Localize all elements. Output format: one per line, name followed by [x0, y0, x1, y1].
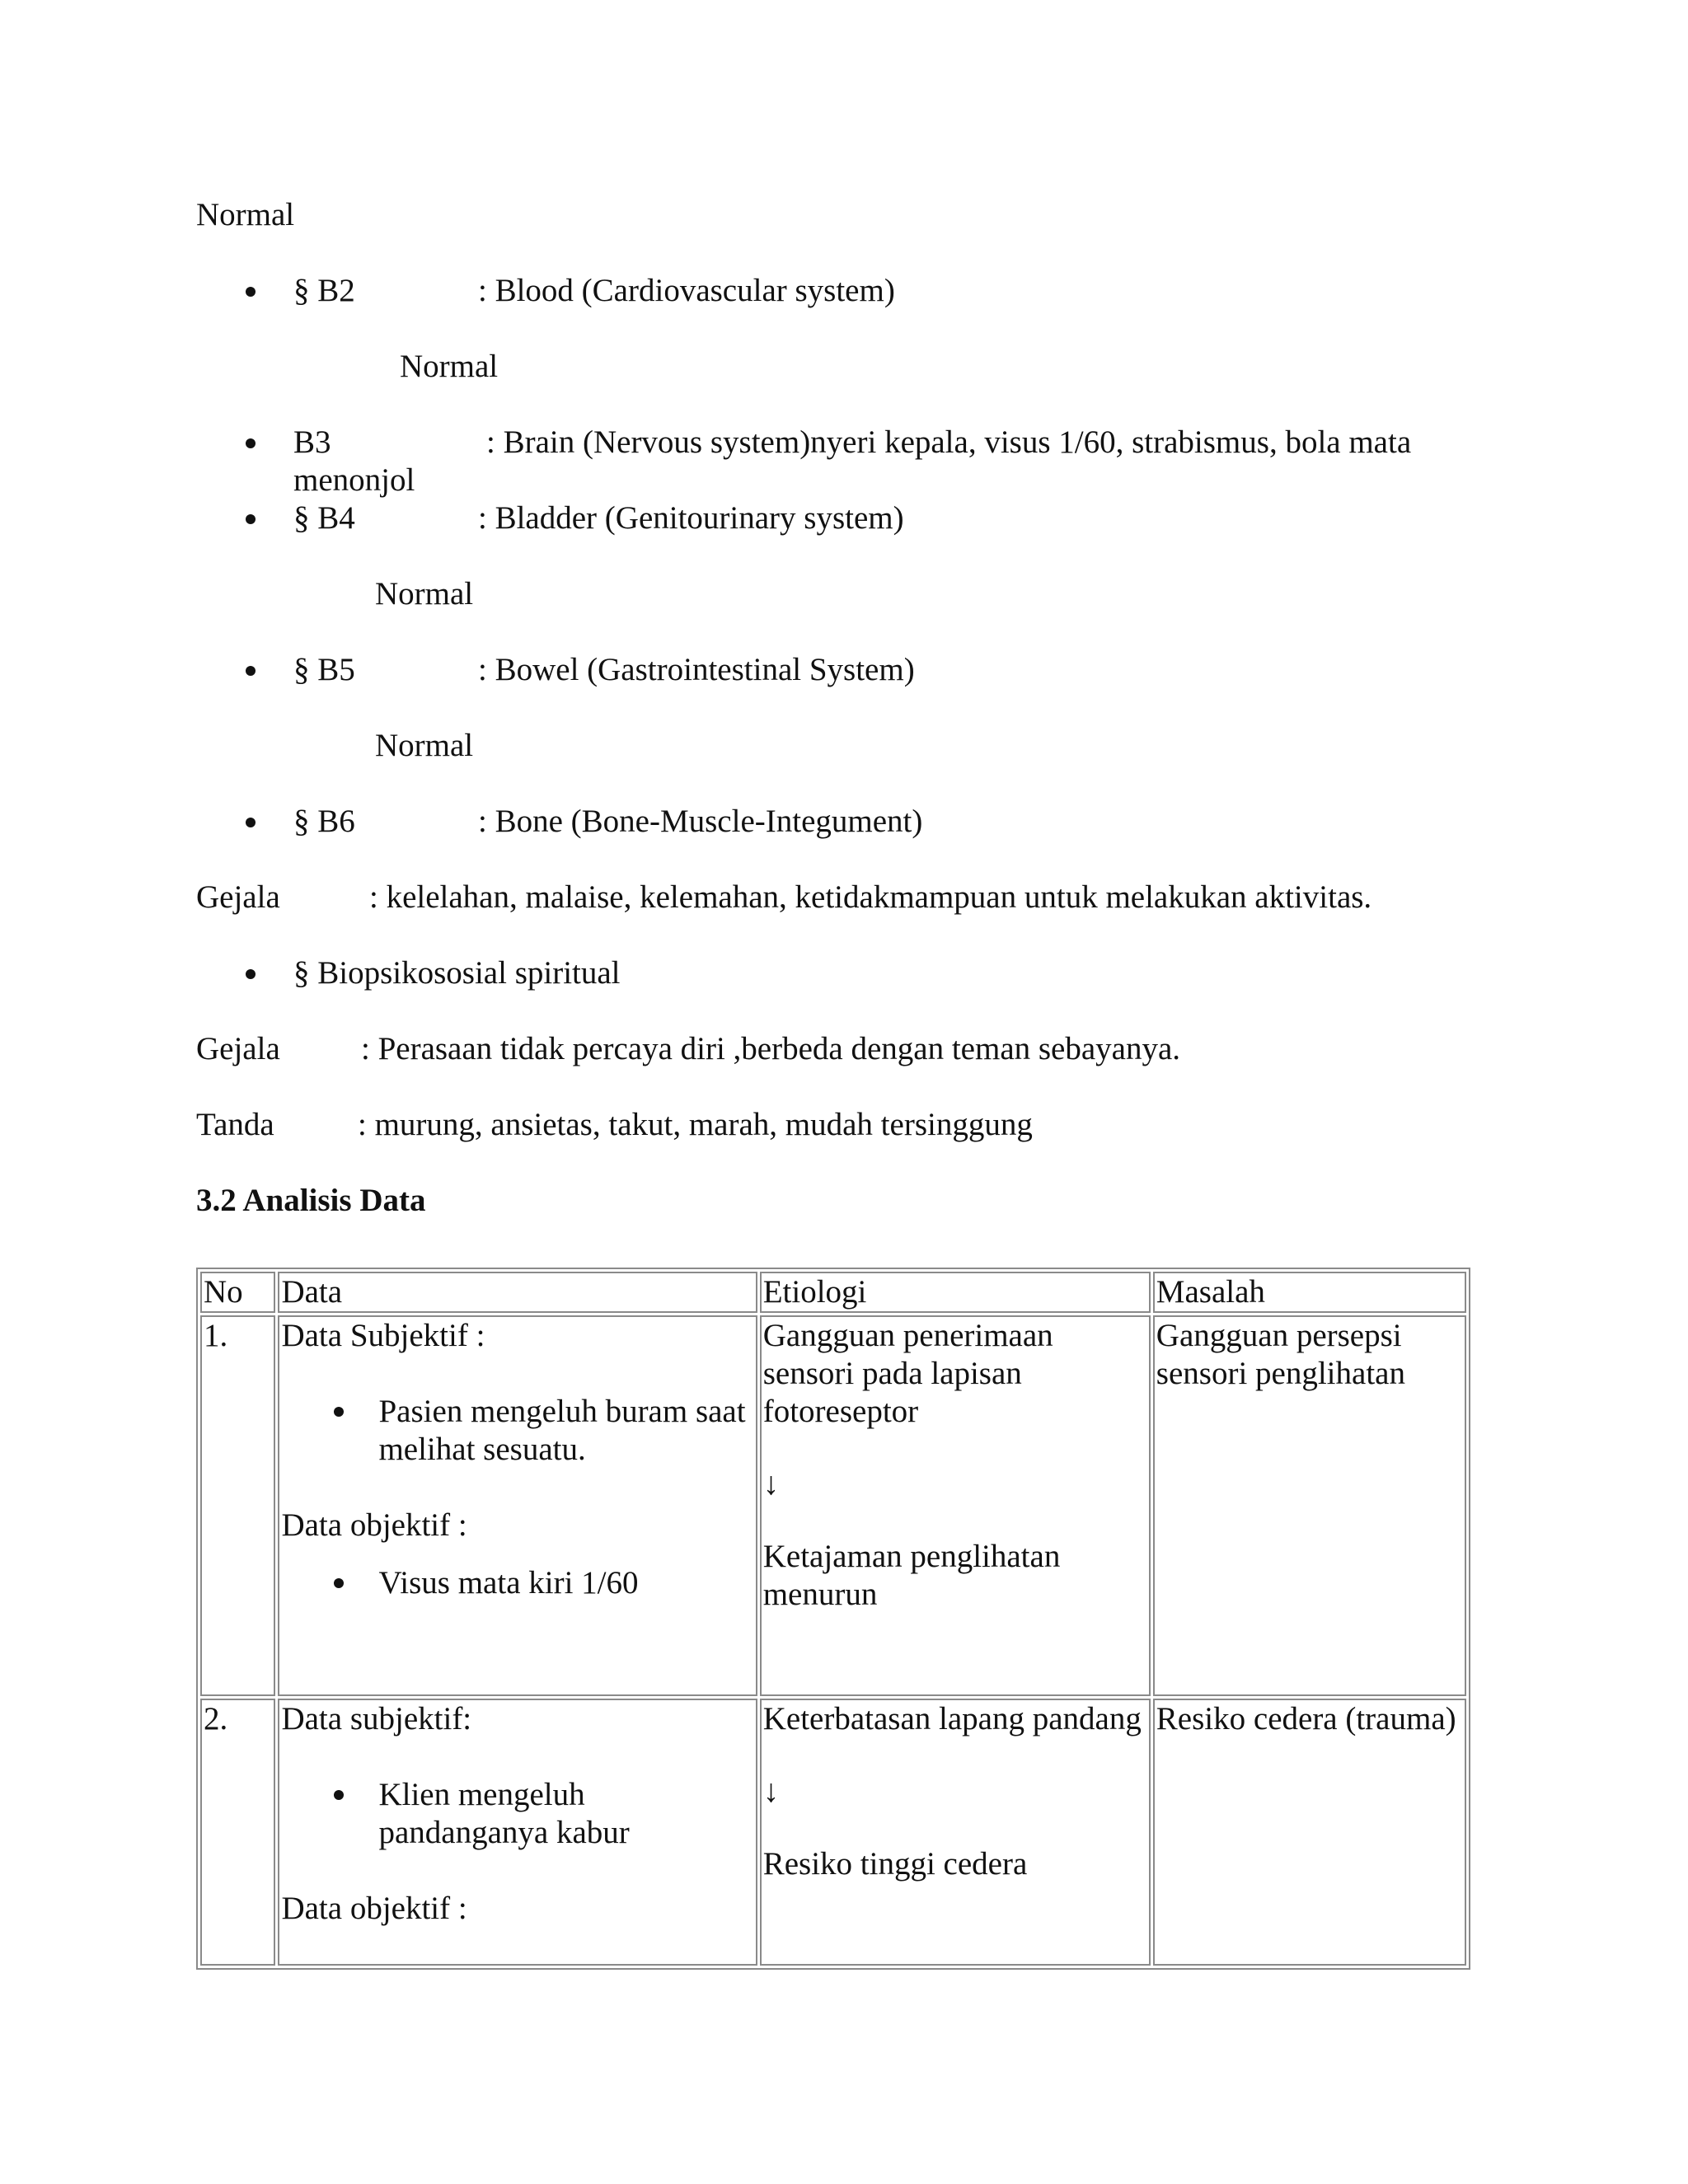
- header-masalah: Masalah: [1153, 1272, 1466, 1313]
- row2-data: [278, 1699, 757, 1966]
- bullet-icon: [334, 1790, 344, 1800]
- b5-note: Normal: [375, 728, 474, 763]
- row1-subj-item-l2: melihat sesuatu.: [378, 1432, 586, 1467]
- row1-masalah-l1: Gangguan persepsi: [1156, 1318, 1402, 1353]
- bio-text: § Biopsikososial spiritual: [293, 955, 621, 991]
- b3-desc-cont: menonjol: [293, 462, 415, 498]
- row1-etio-l1: Gangguan penerimaan: [762, 1318, 1053, 1353]
- b4-desc: : Bladder (Genitourinary system): [478, 500, 904, 536]
- row1-data: [278, 1315, 757, 1696]
- b2-desc: : Blood (Cardiovascular system): [478, 273, 895, 308]
- bullet-bio: [246, 969, 256, 979]
- bullet-b6: [246, 818, 256, 827]
- bullet-b5: [246, 666, 256, 676]
- tanda-text: : murung, ansietas, takut, marah, mudah tersinggung: [358, 1107, 1033, 1142]
- tanda-label: Tanda: [196, 1107, 274, 1142]
- bullet-icon: [334, 1578, 344, 1588]
- b3-code: B3: [293, 424, 331, 460]
- gejala2-text: : Perasaan tidak percaya diri ,berbeda dengan teman sebayanya.: [361, 1031, 1181, 1066]
- b3-desc: : Brain (Nervous system)nyeri kepala, visus 1/60, strabismus, bola mata: [486, 424, 1412, 460]
- bullet-b2: [246, 287, 256, 297]
- table-header-row: [200, 1272, 1466, 1313]
- row2-subj-label: Data subjektif:: [281, 1701, 472, 1736]
- gejala2-label: Gejala: [196, 1031, 280, 1066]
- row1-etio-r1: Ketajaman penglihatan: [762, 1539, 1061, 1574]
- row1-etio-l2: sensori pada lapisan: [762, 1356, 1022, 1391]
- row1-obj-label: Data objektif :: [281, 1507, 467, 1543]
- gejala1-label: Gejala: [196, 879, 280, 915]
- bullet-icon: [334, 1407, 344, 1417]
- header-etiologi: Etiologi: [760, 1272, 1151, 1313]
- row1-masalah-l2: sensori penglihatan: [1156, 1356, 1405, 1391]
- header-no: No: [200, 1272, 275, 1313]
- table-row: [200, 1699, 1466, 1966]
- b4-code: § B4: [293, 500, 355, 536]
- row2-arrow-icon: ↓: [762, 1774, 780, 1809]
- analisis-data-table: [196, 1268, 1470, 1970]
- row1-obj-item-text: Visus mata kiri 1/60: [378, 1565, 639, 1601]
- row2-etio-r1: Resiko tinggi cedera: [762, 1846, 1028, 1882]
- row1-subj-label: Data Subjektif :: [281, 1318, 485, 1353]
- row1-no: 1.: [200, 1315, 275, 1696]
- b2-code: § B2: [293, 273, 355, 308]
- bullet-b3: [246, 438, 256, 448]
- b5-desc: : Bowel (Gastrointestinal System): [478, 652, 915, 687]
- row1-etio-l3: fotoreseptor: [762, 1394, 919, 1429]
- row1-subj-item: [281, 1393, 753, 1469]
- row2-etio-l1: Keterbatasan lapang pandang: [762, 1701, 1142, 1736]
- section-title: 3.2 Analisis Data: [196, 1183, 426, 1218]
- row1-etiologi: [760, 1315, 1151, 1696]
- gejala1-text: : kelelahan, malaise, kelemahan, ketidakmampuan untuk melakukan aktivitas.: [369, 879, 1372, 915]
- table-row: [200, 1315, 1466, 1696]
- b6-desc: : Bone (Bone-Muscle-Integument): [478, 804, 923, 839]
- row2-obj-label: Data objektif :: [281, 1891, 467, 1926]
- row2-etiologi: [760, 1699, 1151, 1966]
- row1-subj-item-l1: Pasien mengeluh buram saat: [378, 1394, 746, 1429]
- row1-arrow-icon: ↓: [762, 1466, 780, 1502]
- b6-code: § B6: [293, 804, 355, 839]
- top-normal-text: Normal: [196, 197, 295, 232]
- row2-subj-item-l2: pandanganya kabur: [378, 1815, 630, 1850]
- row2-subj-item: [281, 1776, 753, 1852]
- bullet-b4: [246, 514, 256, 524]
- row2-masalah: [1153, 1699, 1466, 1966]
- b5-code: § B5: [293, 652, 355, 687]
- row1-etio-r2: menurun: [762, 1577, 878, 1612]
- row2-subj-item-l1: Klien mengeluh: [378, 1777, 585, 1812]
- b4-note: Normal: [375, 576, 474, 612]
- row1-masalah: [1153, 1315, 1466, 1696]
- row1-obj-item: [281, 1564, 753, 1602]
- header-data: Data: [278, 1272, 757, 1313]
- row2-masalah-l1: Resiko cedera (trauma): [1156, 1701, 1456, 1736]
- b2-note: Normal: [400, 349, 499, 384]
- row2-no: 2.: [200, 1699, 275, 1966]
